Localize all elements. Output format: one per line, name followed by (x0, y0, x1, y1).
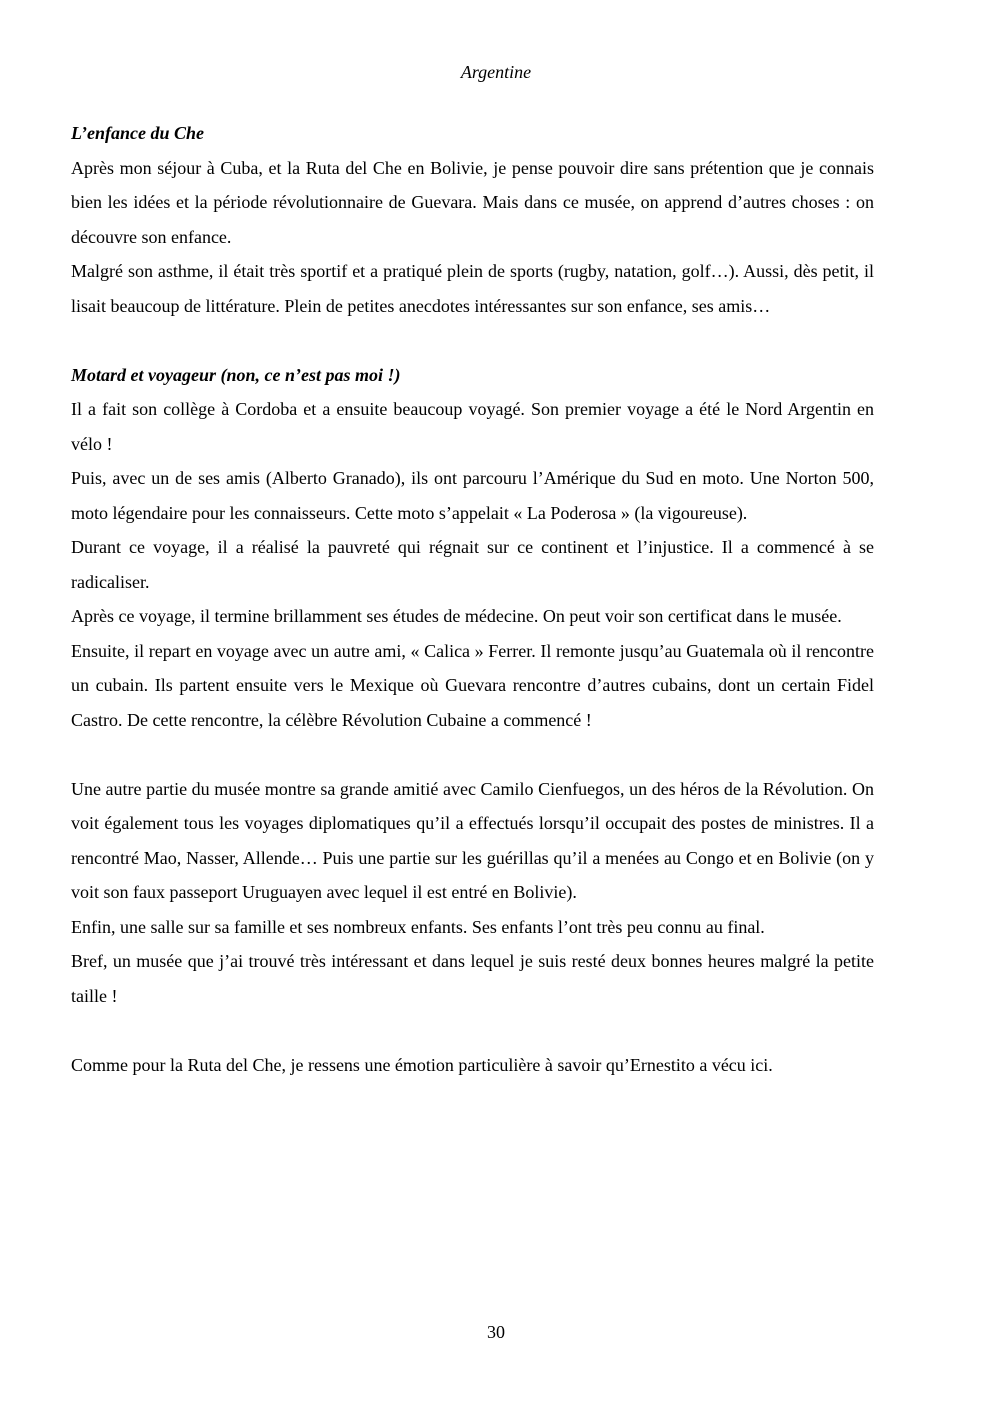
document-body (71, 116, 874, 1082)
section-title-motard: Motard et voyageur (non, ce n’est pas moi !) (71, 364, 401, 385)
paragraph: Puis, avec un de ses amis (Alberto Granado), ils ont parcouru l’Amérique du Sud en moto. Une Norton 500, moto légendaire pour les connaisseurs. Cette moto s’appelait « La Poderosa » (la vigoureuse). (71, 468, 874, 523)
spacer (71, 1013, 874, 1048)
paragraph: Durant ce voyage, il a réalisé la pauvreté qui régnait sur ce continent et l’injustice. Il a commencé à se radicaliser. (71, 537, 874, 592)
paragraph: Ensuite, il repart en voyage avec un autre ami, « Calica » Ferrer. Il remonte jusqu’au Guatemala où il rencontre un cubain. Ils partent ensuite vers le Mexique où Guevara rencontre d’autres cubains, dont un certain Fidel Castro. De cette rencontre, la célèbre Révolution Cubaine a commencé ! (71, 640, 874, 730)
page-header: Argentine (460, 62, 532, 82)
paragraph: Après mon séjour à Cuba, et la Ruta del Che en Bolivie, je pense pouvoir dire sans prétention que je connais bien les idées et la période révolutionnaire de Guevara. Mais dans ce musée, on apprend d’autres choses : on découvre son enfance. (71, 157, 874, 247)
paragraph: Malgré son asthme, il était très sportif et a pratiqué plein de sports (rugby, natation, golf…). Aussi, dès petit, il lisait beaucoup de littérature. Plein de petites anecdotes intéressantes sur son enfance, ses amis… (71, 261, 874, 316)
spacer (71, 737, 874, 772)
spacer (71, 323, 874, 358)
page-number: 30 (487, 1322, 505, 1342)
paragraph: Comme pour la Ruta del Che, je ressens une émotion particulière à savoir qu’Ernestito a vécu ici. (71, 1054, 773, 1075)
paragraph: Il a fait son collège à Cordoba et a ensuite beaucoup voyagé. Son premier voyage a été le Nord Argentin en vélo ! (71, 399, 874, 454)
paragraph: Après ce voyage, il termine brillamment ses études de médecine. On peut voir son certificat dans le musée. (71, 606, 842, 626)
section-title-enfance: L’enfance du Che (71, 123, 204, 143)
paragraph: Bref, un musée que j’ai trouvé très intéressant et dans lequel je suis resté deux bonnes heures malgré la petite taille ! (71, 951, 874, 1006)
paragraph: Enfin, une salle sur sa famille et ses nombreux enfants. Ses enfants l’ont très peu connu au final. (71, 916, 765, 937)
paragraph: Une autre partie du musée montre sa grande amitié avec Camilo Cienfuegos, un des héros de la Révolution. On voit également tous les voyages diplomatiques qu’il a effectués lorsqu’il occupait des postes de ministres. Il a rencontré Mao, Nasser, Allende… Puis une partie sur les guérillas qu’il a menées au Congo et en Bolivie (on y voit son faux passeport Uruguayen avec lequel il est entré en Bolivie). (71, 778, 874, 902)
